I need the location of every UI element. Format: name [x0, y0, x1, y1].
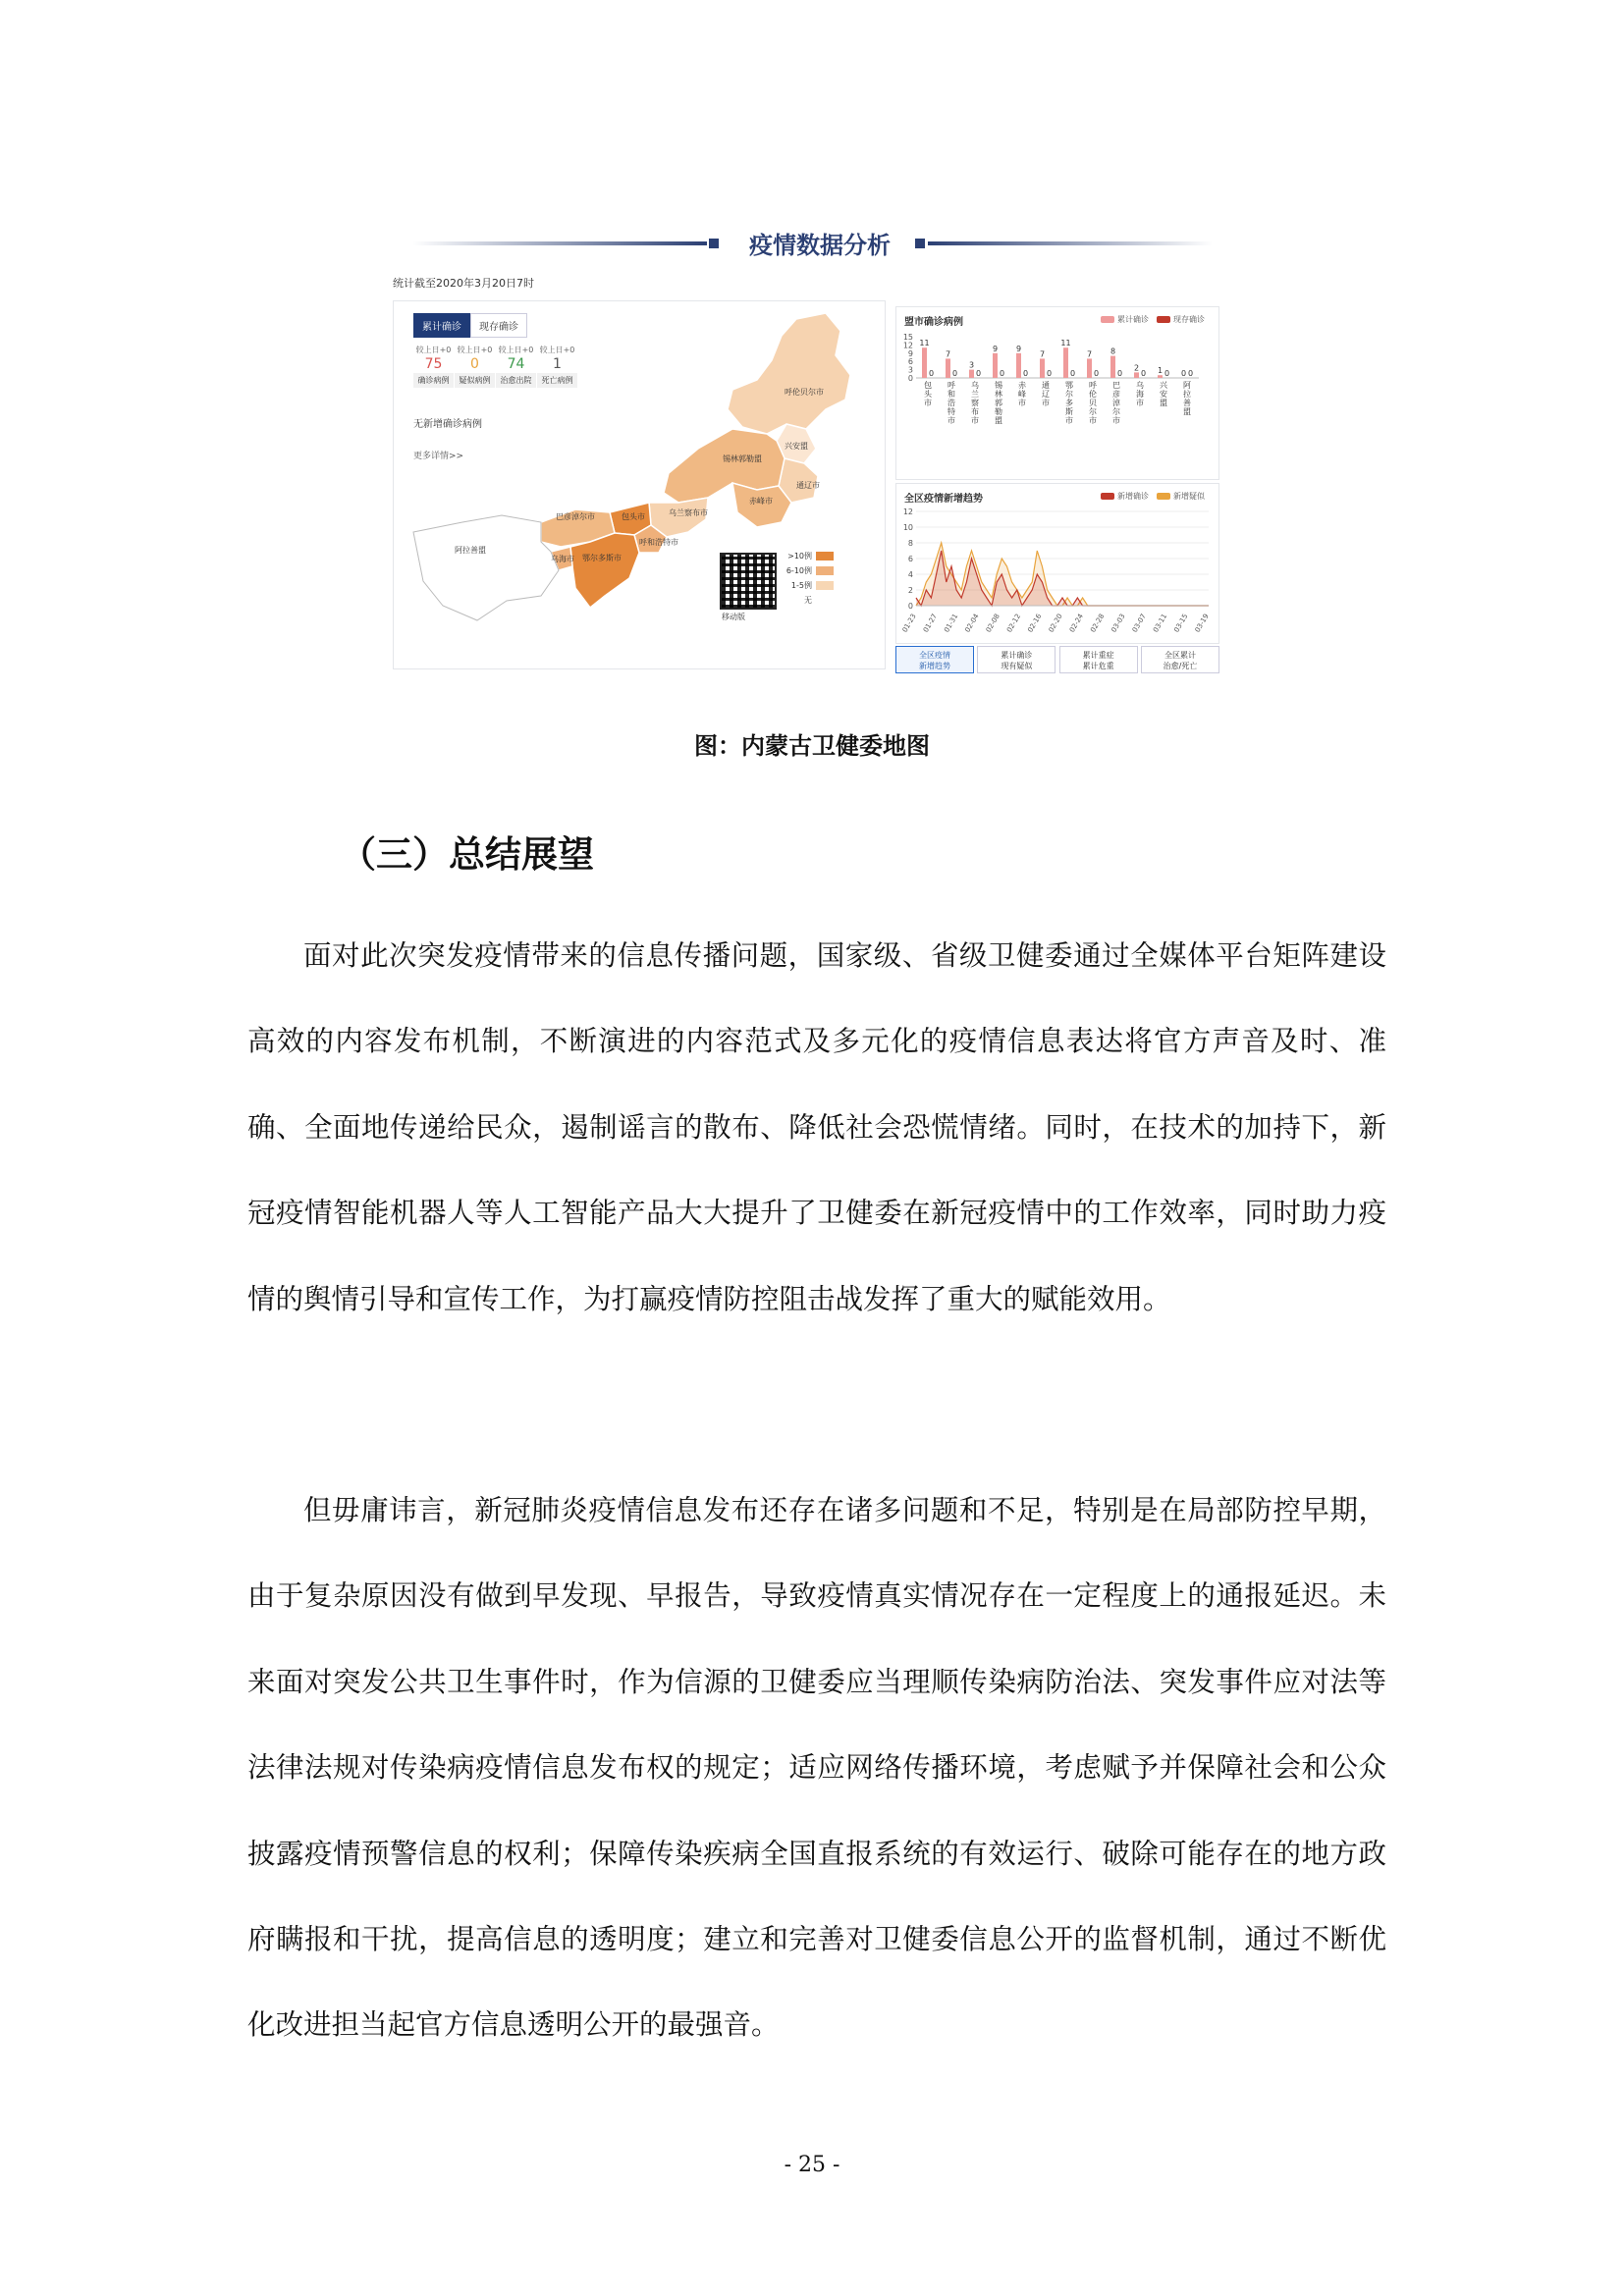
- line-chart-panel: [895, 483, 1219, 644]
- map-label: 阿拉善盟: [455, 546, 486, 555]
- chart-switch-buttons: [895, 646, 1219, 673]
- y-tick-label: 9: [907, 348, 913, 358]
- y-tick-label: 0: [907, 602, 913, 611]
- stat-value: 0: [470, 356, 479, 372]
- map-label: 兴安盟: [785, 442, 808, 451]
- legend-item: [783, 549, 834, 563]
- legend-item: [783, 563, 834, 578]
- line-chart-title: 全区疫情新增趋势: [904, 494, 983, 505]
- x-tick-label: 03-15: [1172, 613, 1190, 634]
- header-square-left: [709, 239, 719, 248]
- bar-value-label: 11: [1060, 339, 1071, 348]
- stat-value: 1: [553, 356, 562, 372]
- map-label: 呼伦贝尔市: [785, 388, 824, 397]
- bar-value-label: 0: [951, 369, 958, 378]
- map-label: 巴彦淖尔市: [556, 512, 595, 521]
- x-tick-label: 01-27: [921, 613, 940, 634]
- bar-value-label: 0: [975, 369, 982, 378]
- stat-label: 疑似病例: [455, 373, 495, 388]
- legend-label: 无: [804, 596, 812, 605]
- map-label: 乌海市: [551, 555, 574, 563]
- bar-cumulative: [1134, 372, 1139, 378]
- x-tick-label: 阿拉善盟: [1183, 381, 1191, 416]
- bar-value-label: 0: [1180, 369, 1187, 378]
- bar-value-label: 3: [968, 360, 975, 370]
- legend-label: 6-10例: [785, 566, 812, 575]
- legend-swatch: [816, 581, 834, 590]
- x-tick-label: 02-20: [1047, 613, 1064, 634]
- y-tick-label: 6: [907, 555, 913, 563]
- x-tick-label: 鄂尔多斯市: [1065, 381, 1073, 425]
- legend-label: 累计确诊: [1117, 315, 1149, 324]
- section-title: （三）总结展望: [340, 833, 594, 876]
- x-tick-label: 锡林郭勒盟: [995, 381, 1002, 425]
- bar-value-label: 7: [1086, 349, 1093, 359]
- y-tick-label: 2: [907, 586, 913, 595]
- region-alxa[interactable]: [413, 515, 559, 620]
- map-label: 赤峰市: [749, 497, 773, 506]
- stat-compare: 较上日+0: [457, 346, 493, 354]
- bar-cumulative: [993, 353, 998, 378]
- x-tick-label: 02-16: [1026, 613, 1044, 634]
- figure-caption: 图：内蒙古卫健委地图: [694, 732, 930, 760]
- figure-header: [393, 222, 1198, 261]
- bar-value-label: 1: [1157, 366, 1164, 376]
- bar-chart-panel: [895, 306, 1219, 480]
- bar-value-label: 0: [1069, 369, 1076, 378]
- paragraph-2: 但毋庸讳言，新冠肺炎疫情信息发布还存在诸多问题和不足，特别是在局部防控早期，由于复杂原因没有做到早发现、早报告，导致疫情真实情况存在一定程度上的通报延迟。未来面对突发公共卫生事件时，作为信源的卫健委应当理顺传染病防治法、突发事件应对法等法律法规对传染病疫情信息发布权的规定；适应网络传播环境，考虑赋予并保障社会和公众披露疫情预警信息的权利；保障传染疾病全国直报系统的有效运行、破除可能存在的地方政府瞒报和干扰，提高信息的透明度；建立和完善对卫健委信息公开的监督机制，通过不断优化改进担当起官方信息透明公开的最强音。: [247, 1494, 1386, 2042]
- legend-swatch: [816, 596, 834, 605]
- legend-label: 新增疑似: [1173, 492, 1205, 501]
- bar-value-label: 0: [928, 369, 935, 378]
- bar-value-label: 8: [1110, 347, 1116, 356]
- x-tick-label: 03-19: [1193, 613, 1211, 634]
- x-tick-label: 02-24: [1067, 613, 1086, 634]
- legend-swatch: [816, 552, 834, 561]
- bar-value-label: 2: [1133, 363, 1140, 373]
- bar-value-label: 9: [992, 344, 999, 353]
- y-tick-label: 3: [907, 365, 913, 375]
- x-tick-label: 01-31: [943, 613, 960, 634]
- y-tick-label: 10: [902, 523, 913, 532]
- no-new-cases-text: 无新增确诊病例: [413, 419, 482, 430]
- x-tick-label: 02-04: [963, 613, 981, 634]
- x-tick-label: 兴安盟: [1160, 381, 1167, 407]
- legend-label: 1-5例: [790, 581, 812, 590]
- bar-chart: [896, 307, 1218, 479]
- btn-cured-deaths[interactable]: 全区累计 治愈/死亡: [1141, 646, 1219, 673]
- header-divider-left: [412, 241, 707, 245]
- x-tick-label: 02-12: [1005, 613, 1023, 634]
- y-tick-label: 0: [907, 374, 913, 383]
- inner-mongolia-map: [394, 301, 885, 668]
- x-tick-label: 赤峰市: [1018, 381, 1026, 407]
- legend-item: [783, 593, 834, 608]
- x-tick-label: 包头市: [924, 381, 932, 407]
- bar-value-label: 9: [1015, 344, 1022, 353]
- bar-cumulative: [1063, 347, 1068, 378]
- bar-cumulative: [1158, 375, 1163, 378]
- map-label: 乌兰察布市: [669, 508, 708, 517]
- stat-label: 死亡病例: [537, 373, 577, 388]
- x-tick-label: 01-23: [900, 613, 918, 634]
- tab-current-confirmed[interactable]: 现存确诊: [470, 313, 527, 338]
- header-square-right: [915, 239, 925, 248]
- y-tick-label: 15: [902, 333, 913, 342]
- tab-cumulative-confirmed[interactable]: 累计确诊: [413, 313, 470, 338]
- map-panel: [393, 300, 886, 669]
- y-tick-label: 12: [902, 507, 913, 516]
- bar-value-label: 7: [945, 349, 951, 359]
- bar-value-label: 0: [1046, 369, 1053, 378]
- stat-compare: 较上日+0: [498, 346, 534, 354]
- btn-confirmed-suspected[interactable]: 累计确诊 现有疑似: [977, 646, 1056, 673]
- region-hulunbuir[interactable]: [728, 313, 850, 434]
- header-divider-right: [928, 241, 1213, 245]
- btn-severe-critical[interactable]: 累计重症 累计危重: [1059, 646, 1138, 673]
- map-label: 呼和浩特市: [639, 538, 678, 547]
- y-tick-label: 8: [907, 539, 913, 548]
- bar-cumulative: [922, 347, 927, 378]
- stat-label: 治愈出院: [496, 373, 536, 388]
- x-tick-label: 03-07: [1130, 613, 1148, 634]
- bar-value-label: 0: [1093, 369, 1100, 378]
- bar-cumulative: [1040, 358, 1045, 378]
- bar-value-label: 0: [1140, 369, 1147, 378]
- bar-cumulative: [946, 358, 950, 378]
- x-tick-label: 02-08: [984, 613, 1001, 634]
- legend-swatch: [816, 566, 834, 575]
- bar-value-label: 0: [1022, 369, 1029, 378]
- y-tick-label: 12: [902, 341, 913, 350]
- x-tick-label: 03-11: [1152, 613, 1169, 634]
- map-label: 鄂尔多斯市: [582, 554, 622, 562]
- paragraph-1: 面对此次突发疫情带来的信息传播问题，国家级、省级卫健委通过全媒体平台矩阵建设高效的内容发布机制，不断演进的内容范式及多元化的疫情信息表达将官方声音及时、准确、全面地传递给民众，遏制谣言的散布、降低社会恐慌情绪。同时，在技术的加持下，新冠疫情智能机器人等人工智能产品大大提升了卫健委在新冠疫情中的工作效率，同时助力疫情的舆情引导和宣传工作，为打赢疫情防控阻击战发挥了重大的赋能效用。: [247, 939, 1386, 1315]
- figure-header-title: 疫情数据分析: [749, 232, 891, 259]
- bar-value-label: 11: [919, 339, 930, 348]
- bar-chart-title: 盟市确诊病例: [904, 317, 963, 328]
- legend-label: 现存确诊: [1173, 315, 1205, 324]
- x-tick-label: 呼伦贝尔市: [1089, 381, 1097, 425]
- epidemic-dashboard-figure: [393, 222, 1237, 678]
- qr-label: 移动版: [722, 613, 745, 621]
- stat-time: 统计截至2020年3月20日7时: [393, 277, 534, 290]
- map-label: 通辽市: [796, 481, 820, 490]
- stat-compare: 较上日+0: [539, 346, 575, 354]
- x-tick-label: 通辽市: [1042, 381, 1050, 407]
- bar-value-label: 0: [1164, 369, 1170, 378]
- map-legend: [783, 549, 834, 608]
- stat-compare: 较上日+0: [415, 346, 452, 354]
- line-chart: [896, 484, 1218, 643]
- bar-value-label: 0: [999, 369, 1005, 378]
- qr-code-icon[interactable]: [720, 553, 777, 610]
- x-tick-label: 呼和浩特市: [947, 381, 955, 425]
- bar-cumulative: [1110, 356, 1115, 378]
- stat-label: 确诊病例: [413, 373, 454, 388]
- x-tick-label: 乌海市: [1136, 381, 1144, 407]
- x-tick-label: 03-03: [1110, 613, 1127, 634]
- bar-cumulative: [1087, 358, 1092, 378]
- y-tick-label: 4: [907, 570, 913, 579]
- map-label: 锡林郭勒盟: [723, 454, 762, 463]
- legend-item: [783, 578, 834, 593]
- bar-value-label: 7: [1039, 349, 1046, 359]
- map-label: 包头市: [622, 512, 645, 521]
- region-ordos[interactable]: [570, 533, 639, 608]
- x-tick-label: 乌兰察布市: [971, 381, 979, 425]
- x-tick-label: 巴彦淖尔市: [1112, 381, 1120, 425]
- bar-cumulative: [1016, 353, 1021, 378]
- stat-value: 75: [424, 356, 443, 372]
- page-number: - 25 -: [784, 2153, 840, 2177]
- more-details-link[interactable]: 更多详情>>: [413, 452, 464, 461]
- stat-value: 74: [507, 356, 525, 372]
- bar-cumulative: [969, 370, 974, 378]
- x-tick-label: 02-28: [1089, 613, 1107, 634]
- legend-label: >10例: [787, 552, 812, 561]
- bar-value-label: 0: [1187, 369, 1194, 378]
- bar-value-label: 0: [1116, 369, 1123, 378]
- legend-label: 新增确诊: [1117, 492, 1149, 501]
- btn-new-trend[interactable]: 全区疫情 新增趋势: [895, 646, 974, 673]
- y-tick-label: 6: [907, 357, 913, 367]
